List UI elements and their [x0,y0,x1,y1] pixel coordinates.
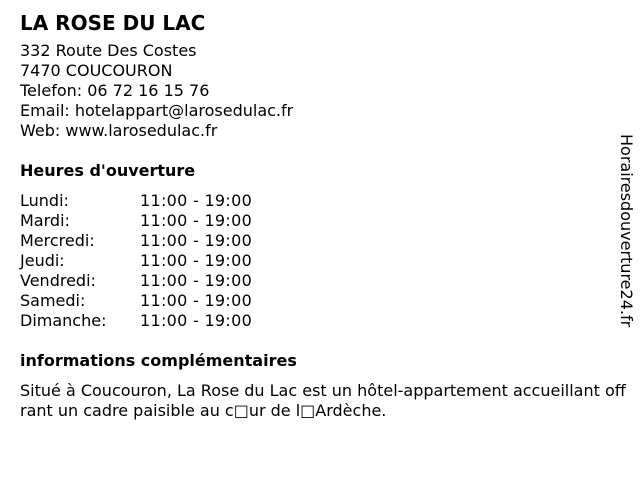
hours-time: 11:00 - 19:00 [140,231,253,250]
info-description: Situé à Coucouron, La Rose du Lac est un hôtel-appartement accueillant offrant un cadre paisible au c□ur de l□Ardèche. [20,381,626,420]
phone-line: Telefon: 06 72 16 15 76 [20,81,210,100]
business-card [20,10,626,421]
hours-time: 11:00 - 19:00 [140,211,253,230]
hours-table [20,191,615,331]
web-line: Web: www.larosedulac.fr [20,121,218,140]
address-street: 332 Route Des Costes [20,41,197,60]
hours-time: 11:00 - 19:00 [140,271,253,290]
business-name: LA ROSE DU LAC [20,11,206,35]
hours-day: Lundi: [20,191,69,210]
hours-time: 11:00 - 19:00 [140,311,253,330]
info-heading: informations complémentaires [20,351,297,370]
hours-day: Vendredi: [20,271,96,290]
hours-day: Mardi: [20,211,70,230]
hours-time: 11:00 - 19:00 [140,191,253,210]
email-line: Email: hotelappart@larosedulac.fr [20,101,294,120]
hours-time: 11:00 - 19:00 [140,291,253,310]
address-city: 7470 COUCOURON [20,61,173,80]
hours-day: Jeudi: [20,251,65,270]
hours-day: Mercredi: [20,231,95,250]
hours-day: Dimanche: [20,311,107,330]
hours-time: 11:00 - 19:00 [140,251,253,270]
hours-heading: Heures d'ouverture [20,161,196,180]
hours-day: Samedi: [20,291,86,310]
site-watermark: Horairesdouverture24.fr [617,134,636,328]
